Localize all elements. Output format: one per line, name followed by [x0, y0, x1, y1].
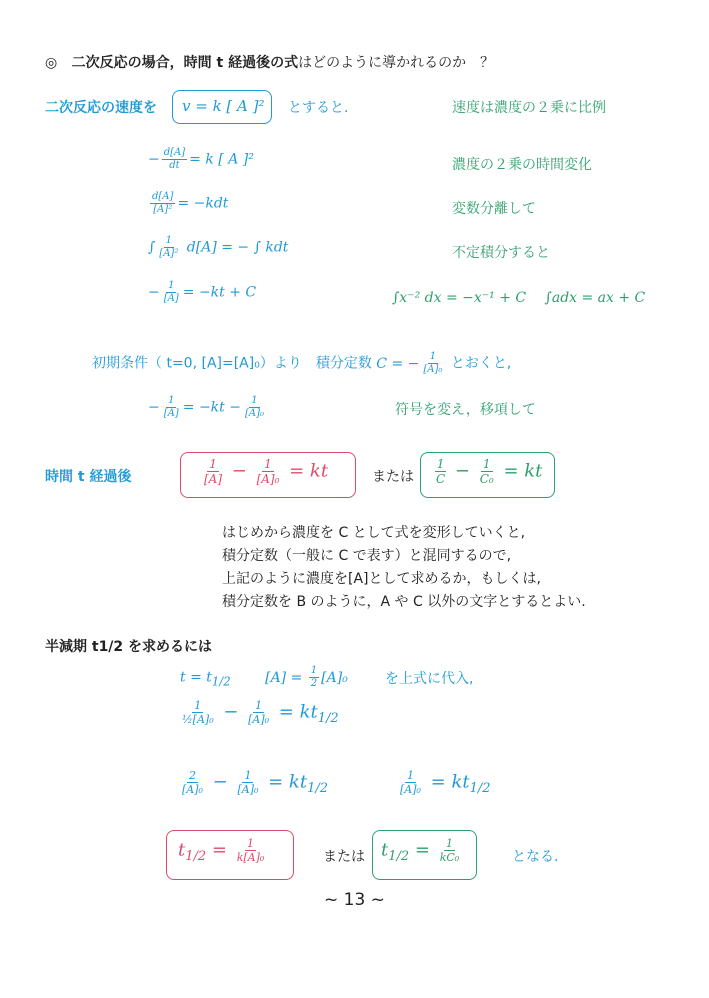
halflife-title: 半減期 t1/2 を求めるには: [45, 639, 213, 655]
step4-formula: − $\frac{1}{[A]}$ = −kt + C: [148, 280, 257, 304]
initial-text-1: 初期条件（ t=0, [A]=[A]₀）より 積分定数: [92, 355, 372, 372]
rate-label: 二次反応の速度を: [45, 100, 157, 116]
initial-text-2: とおくと,: [450, 355, 512, 372]
halflife-eq2: $\frac{2}{\text{[A]₀}}$ − $\frac{1}{\text{[A]₀}}$ = $kt_{1/2}$: [182, 769, 328, 797]
step2-note: 変数分離して: [452, 201, 536, 217]
step1-formula: − $\frac{d[A]}{dt}$ = k [ A ]²: [148, 147, 254, 171]
halflife-eq1: $\frac{1}{\text{½[A]₀}}$ − $\frac{1}{\text{[A]₀}}$ = $kt_{1/2}$: [182, 699, 339, 727]
step2-formula: $\frac{d[A]}{\text{[A]²}}$ = −kdt: [152, 191, 229, 215]
paragraph-line: 上記のように濃度を[A]として求めるか，もしくは,: [222, 571, 541, 587]
step3-note: 不定積分すると: [452, 245, 550, 261]
halflife-substitute: を上式に代入,: [385, 671, 474, 687]
initial-constant: C = − $\frac{1}{\text{[A]₀}}$: [376, 351, 443, 375]
explanation-paragraph: [222, 522, 586, 614]
halflife-red-formula: $t_{1/2}$ = $\frac{1}{\text{k[A]₀}}$: [178, 837, 265, 865]
elapsed-or: または: [372, 469, 414, 485]
elapsed-green-formula: $\frac{1}{C}$ − $\frac{1}{\text{C₀}}$ = kt: [436, 457, 543, 486]
rate-formula: v = k [ A ]²: [182, 97, 265, 115]
step5-note: 符号を変え，移項して: [395, 402, 536, 418]
header-title-bold: 二次反応の場合，時間 t 経過後の式: [71, 55, 299, 71]
rate-note: 速度は濃度の２乗に比例: [452, 100, 606, 116]
page-number: ~ 13 ~: [324, 890, 385, 910]
paragraph-line: 積分定数を B のように，A や C 以外の文字とするとよい.: [222, 594, 586, 610]
header-title-rest: はどのように導かれるのか ？: [298, 55, 495, 71]
halflife-green-formula: $t_{1/2}$ = $\frac{1}{\text{kC₀}}$: [381, 837, 460, 865]
halflife-end: となる.: [512, 849, 559, 865]
elapsed-red-formula: $\frac{1}{[A]}$ − $\frac{1}{\text{[A]₀}}$ = kt: [204, 457, 329, 486]
header-mark: ◎: [45, 55, 58, 71]
step4-note: ∫x⁻² dx = −x⁻¹ + C ∫adx = ax + C: [392, 290, 646, 306]
halflife-or: または: [323, 849, 365, 865]
elapsed-label: 時間 t 経過後: [45, 469, 132, 485]
paragraph-line: はじめから濃度を C として式を変形していくと,: [222, 525, 526, 541]
header: [45, 52, 494, 72]
paragraph-line: 積分定数（一般に C で表す）と混同するので,: [222, 548, 512, 564]
step1-note: 濃度の２乗の時間変化: [452, 157, 592, 173]
rate-after: とすると.: [288, 100, 349, 116]
step5-formula: − $\frac{1}{[A]}$ = −kt − $\frac{1}{\text{[A]₀}}$: [148, 395, 265, 419]
halflife-eq3: $\frac{1}{\text{[A]₀}}$ = $kt_{1/2}$: [400, 769, 491, 797]
initial-text: [92, 352, 511, 375]
halflife-condition: $t = t_{1/2}$ [A] = $\frac{1}{2}$ [A]₀: [180, 665, 348, 689]
step3-formula: ∫ $\frac{1}{\text{[A]²}}$ d[A] = − ∫ kdt: [148, 235, 289, 259]
